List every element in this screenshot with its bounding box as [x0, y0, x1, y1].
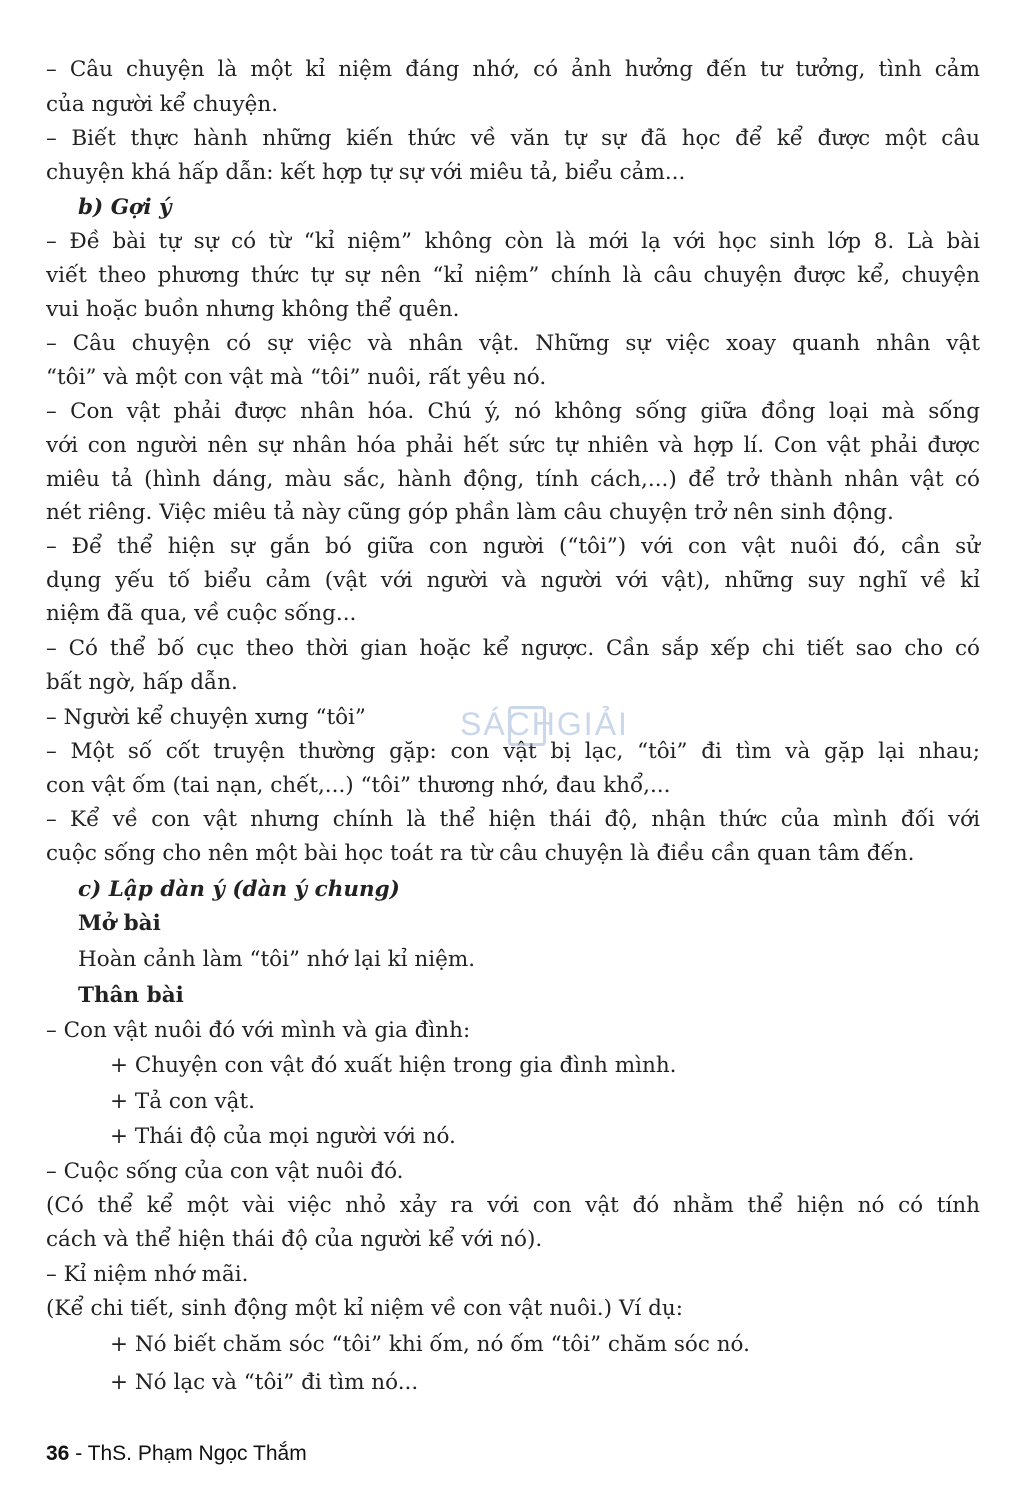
text-line: – Con vật nuôi đó với mình và gia đình: — [46, 1018, 471, 1043]
text-line: – Người kể chuyện xưng “tôi” — [46, 705, 366, 730]
text-line: với con người nên sự nhân hóa phải hết sức tự nhiên và hợp lí. Con vật phải được — [46, 433, 980, 458]
footer-separator: - — [69, 1442, 88, 1465]
text-line: – Có thể bố cục theo thời gian hoặc kể ngược. Cần sắp xếp chi tiết sao cho có — [46, 636, 980, 661]
text-line: (Kể chi tiết, sinh động một kỉ niệm về con vật nuôi.) Ví dụ: — [46, 1296, 683, 1321]
text-line: – Câu chuyện là một kỉ niệm đáng nhớ, có ảnh hưởng đến tư tưởng, tình cảm — [46, 57, 980, 82]
page-number: 36 — [46, 1442, 70, 1465]
text-line: niệm đã qua, về cuộc sống... — [46, 601, 357, 626]
subheading-than-bai: Thân bài — [78, 983, 184, 1008]
bullet-item: + Nó biết chăm sóc “tôi” khi ốm, nó ốm “tôi” chăm sóc nó. — [110, 1332, 750, 1357]
text-line: viết theo phương thức tự sự nên “kỉ niệm” chính là câu chuyện được kể, chuyện — [46, 263, 980, 288]
page-footer — [46, 1442, 307, 1466]
bullet-item: + Thái độ của mọi người với nó. — [110, 1124, 456, 1149]
footer-author: ThS. Phạm Ngọc Thắm — [87, 1442, 307, 1465]
text-line: – Con vật phải được nhân hóa. Chú ý, nó không sống giữa đồng loại mà sống — [46, 399, 980, 424]
text-line: cách và thể hiện thái độ của người kể với nó). — [46, 1227, 543, 1252]
subheading-mo-bai: Mở bài — [78, 911, 161, 936]
text-line: – Kể về con vật nhưng chính là thể hiện thái độ, nhận thức của mình đối với — [46, 807, 980, 832]
text-line: miêu tả (hình dáng, màu sắc, hành động, tính cách,...) để trở thành nhân vật có — [46, 467, 980, 492]
text-line: nét riêng. Việc miêu tả này cũng góp phần làm câu chuyện trở nên sinh động. — [46, 500, 894, 525]
text-line: – Biết thực hành những kiến thức về văn tự sự đã học để kể được một câu — [46, 126, 980, 151]
text-line: – Đề bài tự sự có từ “kỉ niệm” không còn là mới lạ với học sinh lớp 8. Là bài — [46, 229, 980, 254]
section-heading-lap-dan-y: c) Lập dàn ý (dàn ý chung) — [78, 877, 400, 902]
text-line: chuyện khá hấp dẫn: kết hợp tự sự với miêu tả, biểu cảm... — [46, 160, 686, 185]
text-line: – Cuộc sống của con vật nuôi đó. — [46, 1159, 404, 1184]
bullet-item: + Chuyện con vật đó xuất hiện trong gia đình mình. — [110, 1053, 677, 1078]
text-line: – Một số cốt truyện thường gặp: con vật bị lạc, “tôi” đi tìm và gặp lại nhau; — [46, 739, 980, 764]
watermark-text: SÁCHGIẢI — [460, 706, 629, 742]
text-line: – Để thể hiện sự gắn bó giữa con người (“tôi”) với con vật nuôi đó, cần sử — [46, 534, 980, 559]
text-line: vui hoặc buồn nhưng không thể quên. — [46, 297, 460, 322]
text-line: (Có thể kể một vài việc nhỏ xảy ra với con vật đó nhằm thể hiện nó có tính — [46, 1193, 980, 1218]
bullet-item: + Tả con vật. — [110, 1089, 255, 1114]
text-line: Hoàn cảnh làm “tôi” nhớ lại kỉ niệm. — [78, 947, 476, 972]
text-line: “tôi” và một con vật mà “tôi” nuôi, rất yêu nó. — [46, 365, 547, 390]
bullet-item: + Nó lạc và “tôi” đi tìm nó... — [110, 1370, 419, 1395]
section-heading-goi-y: b) Gợi ý — [78, 195, 172, 220]
text-line: của người kể chuyện. — [46, 92, 279, 117]
text-line: dụng yếu tố biểu cảm (vật với người và người với vật), những suy nghĩ về kỉ — [46, 568, 980, 593]
text-line: bất ngờ, hấp dẫn. — [46, 670, 238, 695]
text-line: con vật ốm (tai nạn, chết,...) “tôi” thương nhớ, đau khổ,... — [46, 773, 671, 798]
text-line: – Kỉ niệm nhớ mãi. — [46, 1262, 249, 1287]
text-line: – Câu chuyện có sự việc và nhân vật. Những sự việc xoay quanh nhân vật — [46, 331, 980, 356]
text-line: cuộc sống cho nên một bài học toát ra từ câu chuyện là điều cần quan tâm đến. — [46, 841, 915, 866]
